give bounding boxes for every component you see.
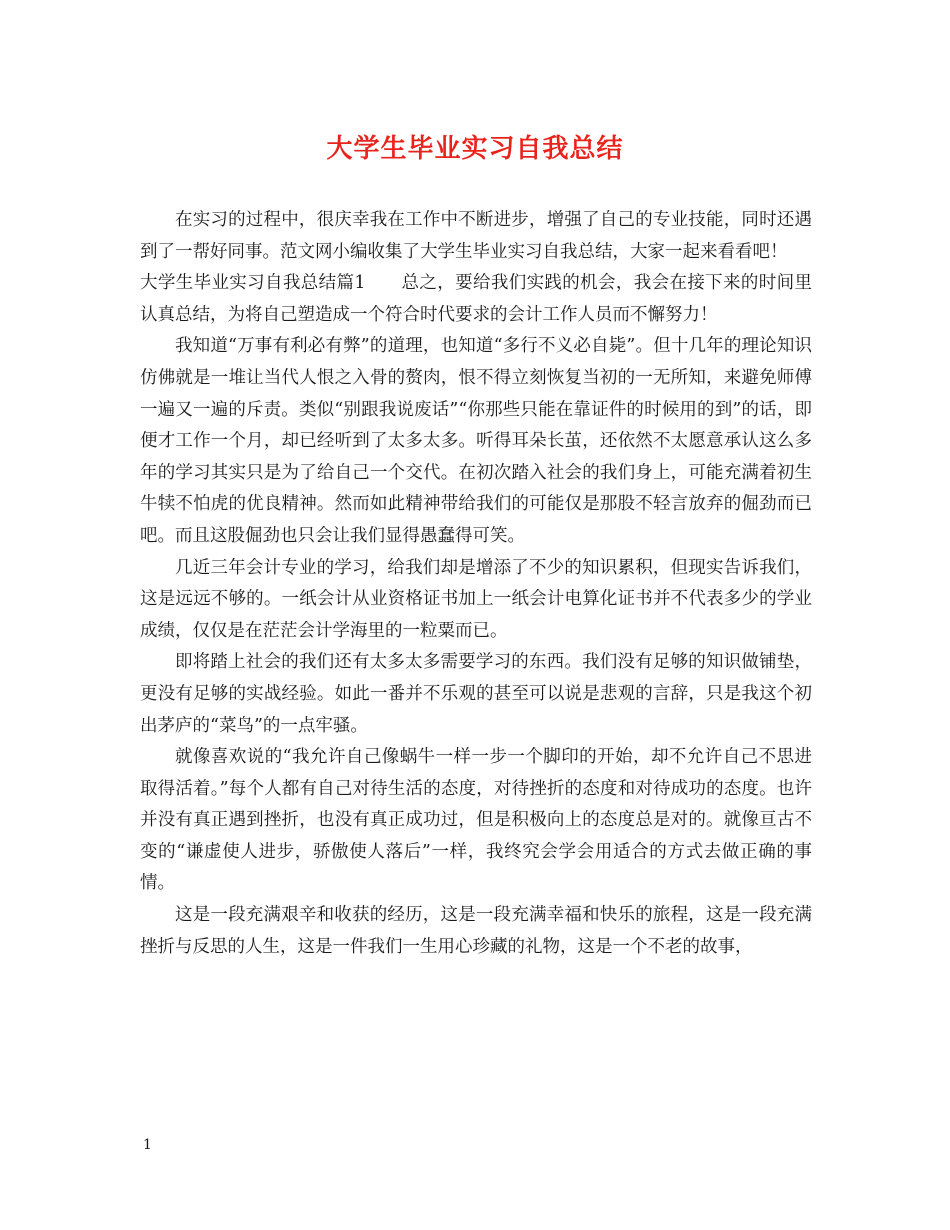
body-paragraph: 即将踏上社会的我们还有太多太多需要学习的东西。我们没有足够的知识做铺垫，更没有足够的实战经验。如此一番并不乐观的甚至可以说是悲观的言辞，只是我这个初出茅庐的“菜鸟”的一点牢骚。 — [140, 652, 812, 736]
body-paragraph: 几近三年会计专业的学习，给我们却是增添了不少的知识累积，但现实告诉我们，这是远远不够的。一纸会计从业资格证书加上一纸会计电算化证书并不代表多少的学业成绩，仅仅是在茫茫会计学海里的一粒粟而已。 — [140, 557, 812, 641]
document-body — [140, 205, 812, 963]
body-paragraph: 就像喜欢说的“我允许自己像蜗牛一样一步一个脚印的开始，却不允许自己不思进取得活着。”每个人都有自己对待生活的态度，对待挫折的态度和对待成功的态度。也许并没有真正遇到挫折，也没有真正成功过，但是积极向上的态度总是对的。就像亘古不变的“谦虚使人进步，骄傲使人落后”一样，我终究会学会用适合的方式去做正确的事情。 — [140, 747, 812, 894]
document-title: 大学生毕业实习自我总结 — [326, 134, 624, 164]
intro-paragraph: 在实习的过程中，很庆幸我在工作中不断进步，增强了自己的专业技能，同时还遇到了一帮好同事。范文网小编收集了大学生毕业实习自我总结，大家一起来看看吧！ — [140, 210, 812, 262]
body-paragraph: 这是一段充满艰辛和收获的经历，这是一段充满幸福和快乐的旅程，这是一段充满挫折与反思的人生，这是一件我们一生用心珍藏的礼物，这是一个不老的故事， — [140, 905, 812, 957]
section-heading-paragraph: 大学生毕业实习自我总结篇1 总之，要给我们实践的机会，我会在接下来的时间里认真总结，为将自己塑造成一个符合时代要求的会计工作人员而不懈努力！ — [140, 273, 812, 325]
body-paragraph: 我知道“万事有利必有弊”的道理，也知道“多行不义必自毙”。但十几年的理论知识仿佛就是一堆让当代人恨之入骨的赘肉，恨不得立刻恢复当初的一无所知，来避免师傅一遍又一遍的斥责。类似“别跟我说废话”“你那些只能在靠证件的时候用的到”的话，即便才工作一个月，却已经听到了太多太多。听得耳朵长茧，还依然不太愿意承认这么多年的学习其实只是为了给自己一个交代。在初次踏入社会的我们身上，可能充满着初生牛犊不怕虎的优良精神。然而如此精神带给我们的可能仅是那股不轻言放弃的倔劲而已吧。而且这股倔劲也只会让我们显得愚蠢得可笑。 — [140, 336, 812, 546]
page-number: 1 — [143, 1137, 152, 1153]
